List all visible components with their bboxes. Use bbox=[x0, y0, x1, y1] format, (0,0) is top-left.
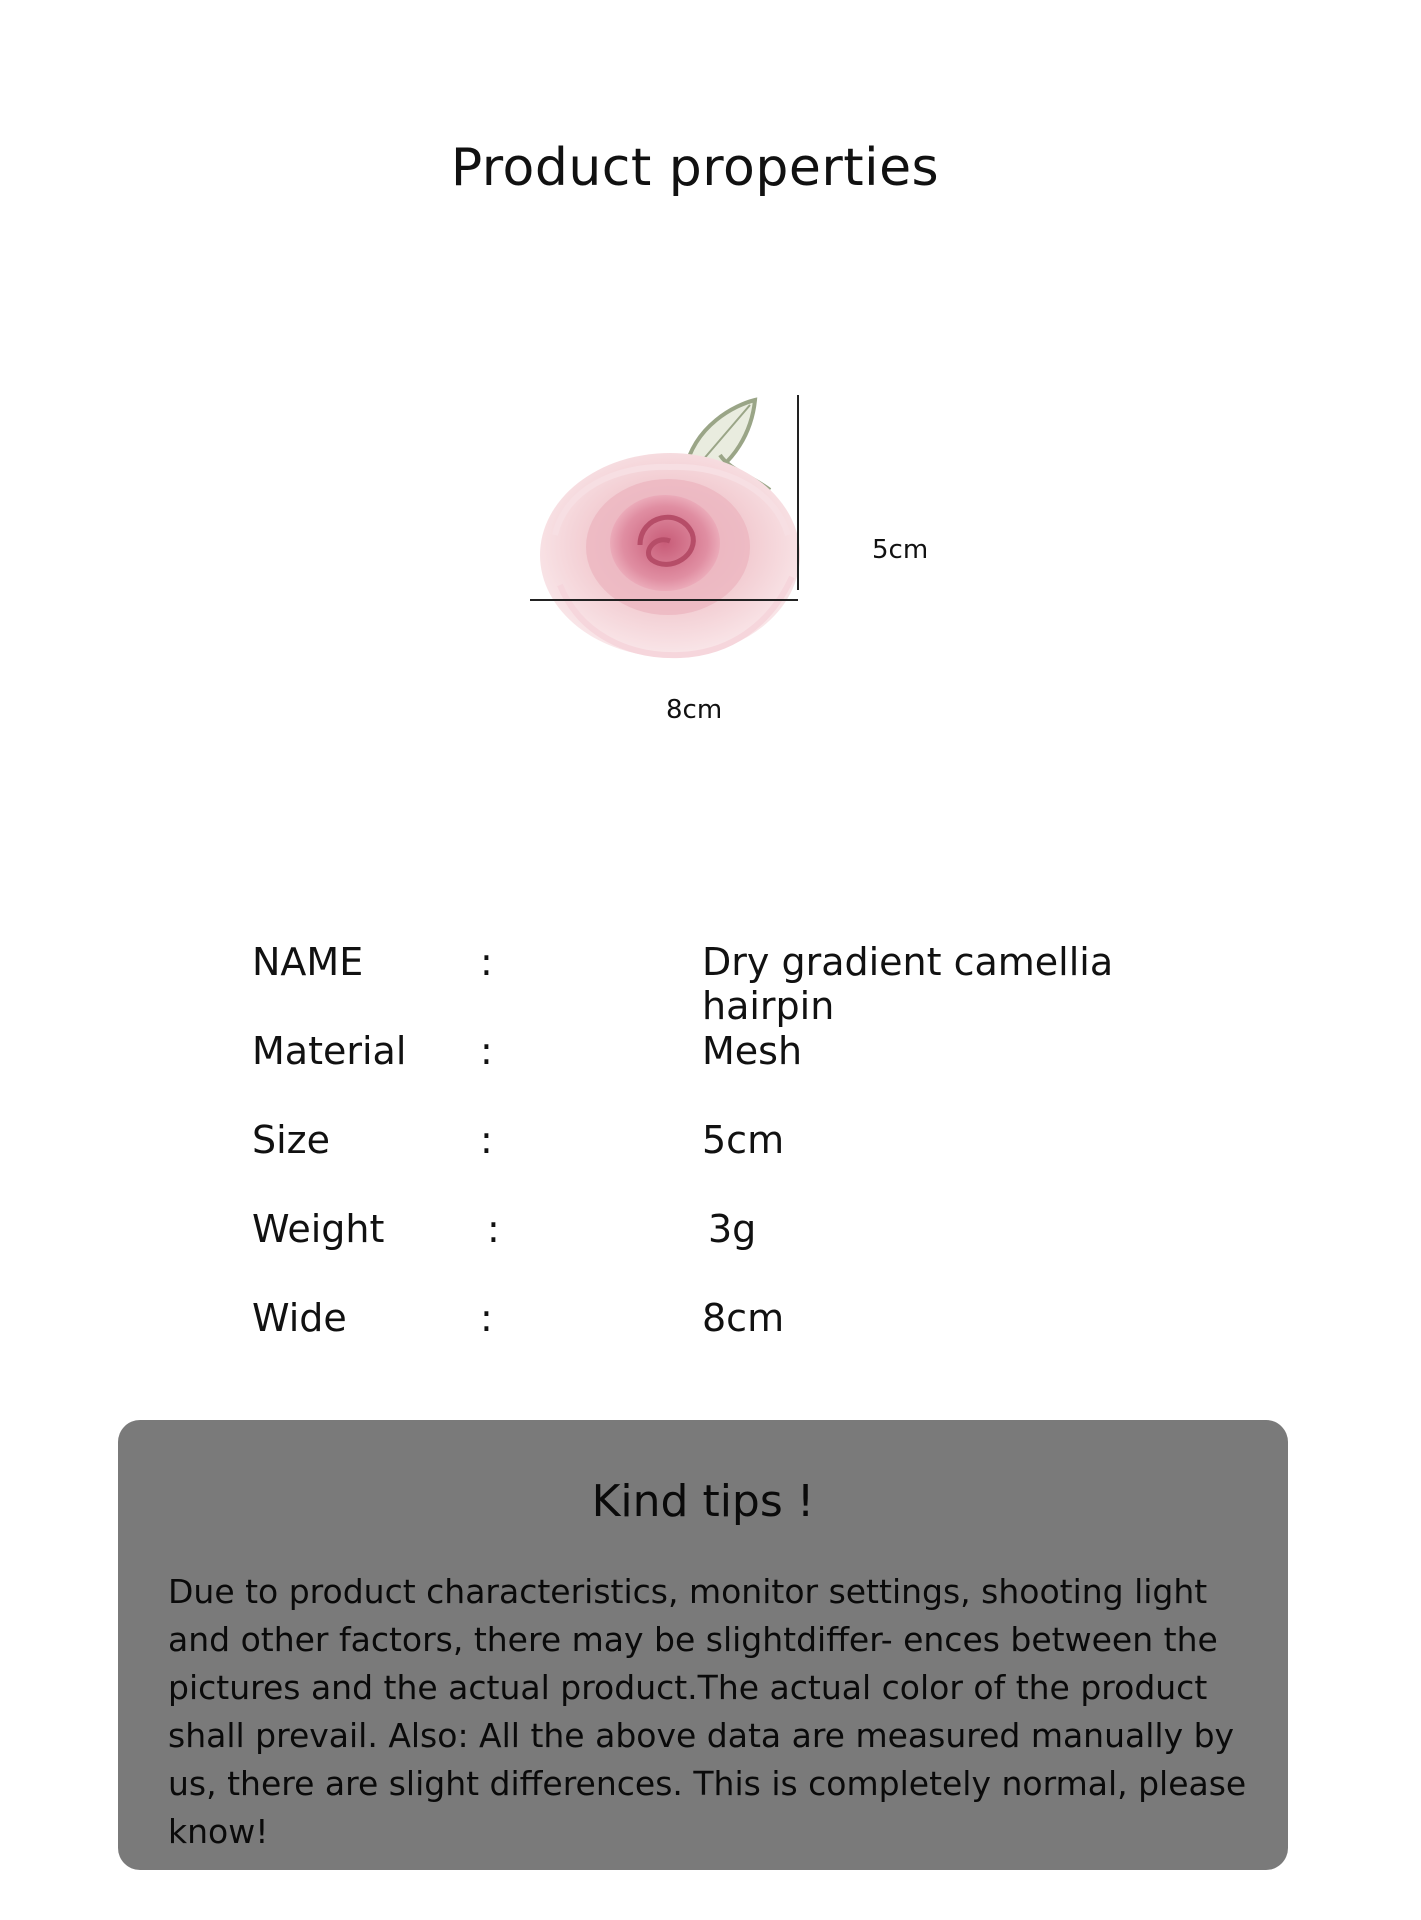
property-value: Dry gradient camellia hairpin bbox=[702, 940, 1114, 1028]
property-row-weight bbox=[252, 1207, 1252, 1296]
property-value: 3g bbox=[708, 1207, 757, 1251]
rose-icon bbox=[540, 453, 800, 657]
property-colon: : bbox=[480, 1118, 493, 1162]
property-colon: : bbox=[480, 1029, 493, 1073]
page-title: Product properties bbox=[450, 138, 940, 198]
property-value: 8cm bbox=[702, 1296, 785, 1340]
property-row-material bbox=[252, 1029, 1252, 1118]
property-colon: : bbox=[480, 1296, 493, 1340]
property-label: Material bbox=[252, 1029, 407, 1073]
property-value: 5cm bbox=[702, 1118, 785, 1162]
property-label: Wide bbox=[252, 1296, 347, 1340]
kind-tips-panel bbox=[118, 1420, 1288, 1870]
property-label: Weight bbox=[252, 1207, 385, 1251]
property-row-size bbox=[252, 1118, 1252, 1207]
rose-hairpin-illustration bbox=[520, 395, 940, 735]
property-row-name bbox=[252, 940, 1252, 1029]
kind-tips-body: Due to product characteristics, monitor settings, shooting light and other factors, there may be slightdiffer- ences between the pictures and the actual product.The actual color of the product shall prevail. Also: All the above data are measured manually by us, there are slight differences. This is completely normal, please know! bbox=[168, 1572, 1247, 1851]
height-dimension-label: 5cm bbox=[872, 535, 929, 565]
property-label: Size bbox=[252, 1118, 331, 1162]
product-figure bbox=[520, 395, 940, 735]
property-colon: : bbox=[487, 1207, 500, 1251]
property-colon: : bbox=[480, 940, 493, 984]
properties-list bbox=[252, 940, 1252, 1385]
property-label: NAME bbox=[252, 940, 364, 984]
property-value: Mesh bbox=[702, 1029, 803, 1073]
kind-tips-title: Kind tips ! bbox=[591, 1476, 815, 1527]
property-row-wide bbox=[252, 1296, 1252, 1385]
width-dimension-label: 8cm bbox=[666, 695, 723, 725]
